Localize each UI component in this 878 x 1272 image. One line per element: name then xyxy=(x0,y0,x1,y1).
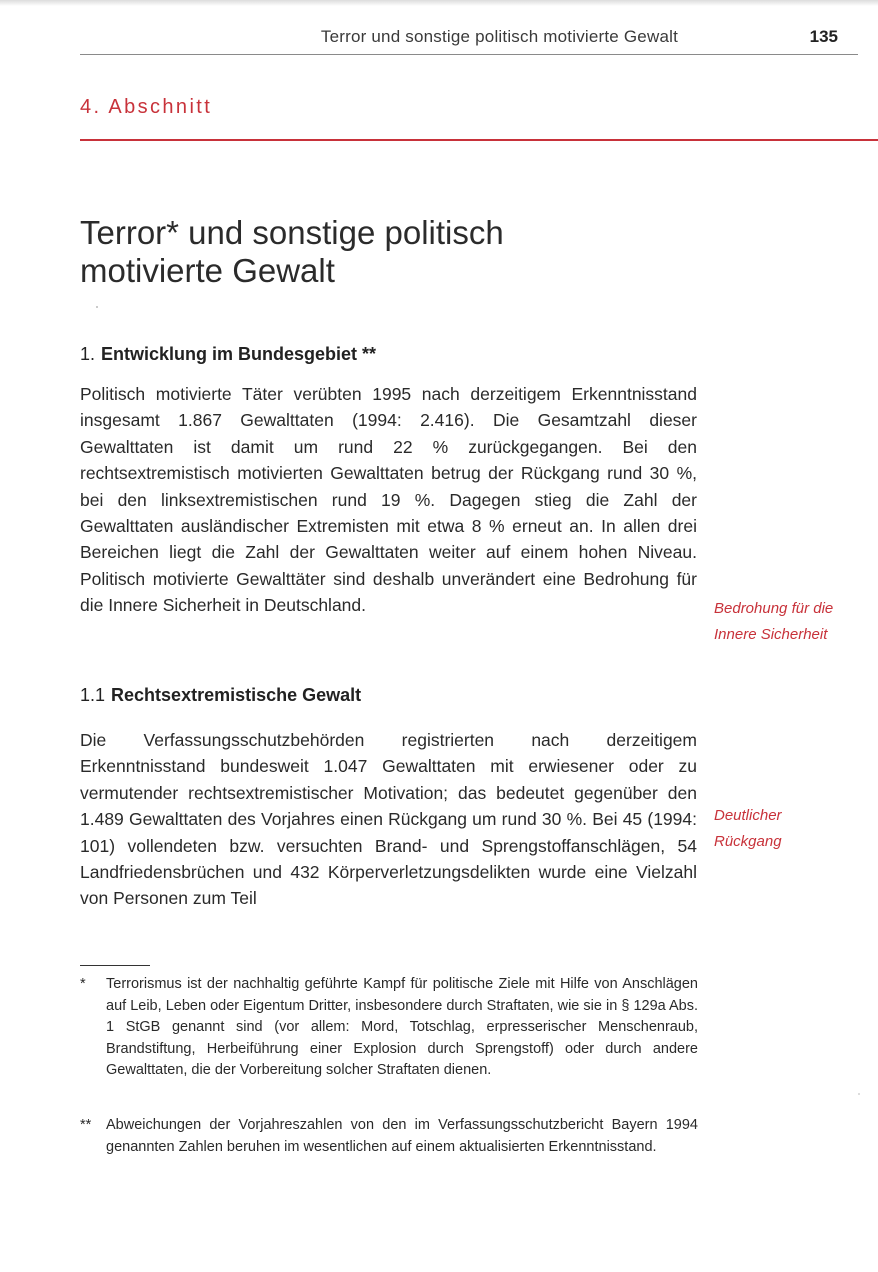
section-divider xyxy=(80,139,878,141)
footnote-text: Abweichungen der Vorjahreszahlen von den im Verfassungsschutzbericht Bayern 1994 genannten Zahlen beruhen im wesentlichen auf einem aktualisierten Erkenntnisstand. xyxy=(106,1117,698,1155)
body-paragraph-2: Die Verfassungsschutzbehörden registrierten nach derzeitigem Erkenntnisstand bundesweit 1.047 Gewalttaten mit erwiesener oder zu vermutender rechtsextremistischer Motivation; das bedeutet gegenüber den 1.489 Gewalttaten des Vorjahres einen Rückgang um rund 30 %. Bei 45 (1994: 101) vollendeten bzw. versuchten Brand- und Sprengstoffanschlägen, 54 Landfriedensbrüchen und 432 Körperverletzungsdelikten wurde eine Vielzahl von Personen zum Teil xyxy=(80,730,697,909)
chapter-title xyxy=(80,214,680,290)
footnote-mark: * xyxy=(80,976,86,992)
margin-note-line: Deutlicher xyxy=(714,807,782,824)
chapter-title-line-1: Terror* und sonstige politisch xyxy=(80,214,504,251)
footnote-mark: ** xyxy=(80,1117,92,1133)
margin-note-line: Innere Sicherheit xyxy=(714,626,828,643)
section-number: 1.1 xyxy=(80,685,106,705)
footnote-2 xyxy=(80,1115,698,1158)
running-header xyxy=(80,24,858,55)
margin-note-2 xyxy=(714,803,864,855)
margin-note-line: Bedrohung für die xyxy=(714,600,834,617)
page-number: 135 xyxy=(809,27,838,46)
margin-note-1 xyxy=(714,596,864,648)
section-number: 1. xyxy=(80,344,96,364)
section-heading-text: Rechtsextremistische Gewalt xyxy=(111,685,362,705)
print-speck xyxy=(858,1093,860,1095)
page-top-shade xyxy=(0,0,878,6)
running-title: Terror und sonstige politisch motivierte Gewalt xyxy=(320,27,678,46)
margin-note-line: Rückgang xyxy=(714,833,782,850)
chapter-title-line-2: motivierte Gewalt xyxy=(80,252,335,289)
section-label: 4. Abschnitt xyxy=(80,96,213,118)
body-paragraph-1: Politisch motivierte Täter verübten 1995 nach derzeitigem Erkenntnisstand insgesamt 1.867 Gewalttaten (1994: 2.416). Die Gesamtzahl dieser Gewalttaten ist damit um rund 22 % zurückgegangen. Bei den rechtsextremistisch motivierten Gewalttaten betrug der Rückgang rund 30 %, bei den linksextremistischen rund 19 %. Dagegen stieg die Zahl der Gewalttaten ausländischer Extremisten mit etwa 8 % erneut an. In allen drei Bereichen liegt die Zahl der Gewalttaten weiter auf einem hohen Niveau. Politisch motivierte Gewalttäter sind deshalb unverändert eine Bedrohung für die Innere Sicherheit in Deutschland. xyxy=(80,384,697,616)
print-speck xyxy=(96,306,98,308)
section-heading-1 xyxy=(80,343,376,365)
section-heading-text: Entwicklung im Bundesgebiet ** xyxy=(101,344,377,364)
footnote-divider xyxy=(80,965,150,966)
footnote-text: Terrorismus ist der nachhaltig geführte Kampf für politische Ziele mit Hilfe von Anschlägen auf Leib, Leben oder Eigentum Dritter, insbesondere durch Straftaten, wie sie in § 129a Abs. 1 StGB genannt sind (vor allem: Mord, Totschlag, erpresserischer Menschenraub, Brandstiftung, Herbeiführung einer Explosion durch Sprengstoff) oder durch andere Gewalttaten, die der Vorbereitung solcher Straftaten dienen. xyxy=(106,976,698,1078)
section-heading-1-1 xyxy=(80,684,361,706)
footnote-1 xyxy=(80,974,698,1082)
